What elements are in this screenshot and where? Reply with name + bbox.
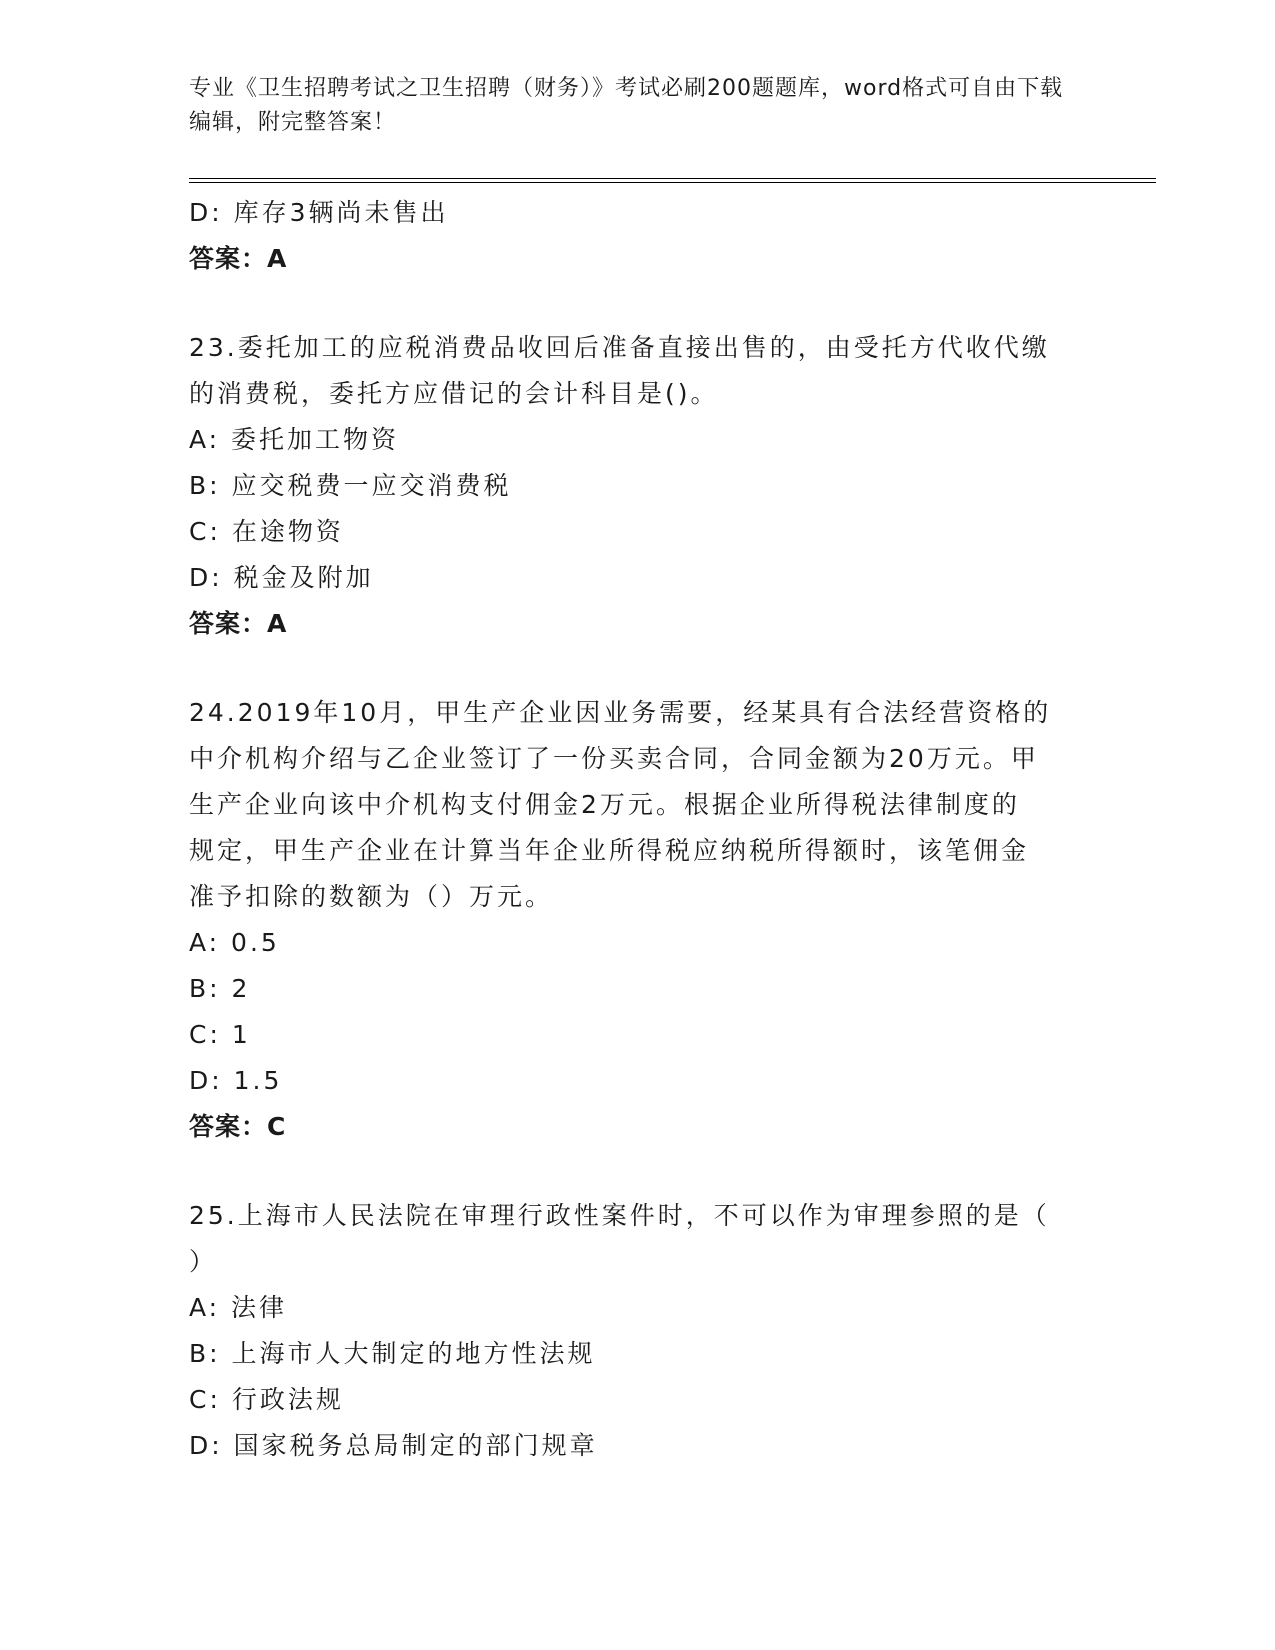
- question-stem: 25.上海市人民法院在审理行政性案件时，不可以作为审理参照的是（ ）: [189, 1201, 1050, 1276]
- option-a: A: 法律: [189, 1293, 288, 1322]
- question-25: [189, 1193, 1089, 1469]
- option-b: B: 上海市人大制定的地方性法规: [189, 1339, 596, 1368]
- previous-question-tail: [189, 190, 1089, 282]
- option-d: D: 1.5: [189, 1066, 283, 1095]
- answer-label: 答案：A: [189, 609, 288, 638]
- header-divider: [189, 178, 1156, 183]
- option-d: D: 税金及附加: [189, 563, 374, 592]
- option-d: D: 国家税务总局制定的部门规章: [189, 1431, 598, 1460]
- question-24: [189, 690, 1089, 1150]
- option-c: C: 行政法规: [189, 1385, 344, 1414]
- document-header: 专业《卫生招聘考试之卫生招聘（财务）》考试必刷200题题库，word格式可自由下载编辑，附完整答案！: [189, 76, 1064, 135]
- option-c: C: 在途物资: [189, 517, 344, 546]
- question-stem: 24.2019年10月，甲生产企业因业务需要，经某具有合法经营资格的 中介机构介绍与乙企业签订了一份买卖合同，合同金额为20万元。甲 生产企业向该中介机构支付佣金2万元。根据企业所得税法律制度的 规定，甲生产企业在计算当年企业所得税应纳税所得额时，该笔佣金 准予扣除的数额为（）万元。: [189, 698, 1052, 911]
- option-d: D: 库存3辆尚未售出: [189, 198, 449, 227]
- answer-label: 答案：A: [189, 244, 288, 273]
- option-c: C: 1: [189, 1020, 251, 1049]
- option-b: B: 2: [189, 974, 251, 1003]
- option-b: B: 应交税费一应交消费税: [189, 471, 512, 500]
- question-list: [189, 190, 1089, 1469]
- question-23: [189, 325, 1089, 647]
- option-a: A: 委托加工物资: [189, 425, 400, 454]
- option-a: A: 0.5: [189, 928, 280, 957]
- answer-label: 答案：C: [189, 1112, 287, 1141]
- question-stem: 23.委托加工的应税消费品收回后准备直接出售的，由受托方代收代缴 的消费税，委托方应借记的会计科目是()。: [189, 333, 1050, 408]
